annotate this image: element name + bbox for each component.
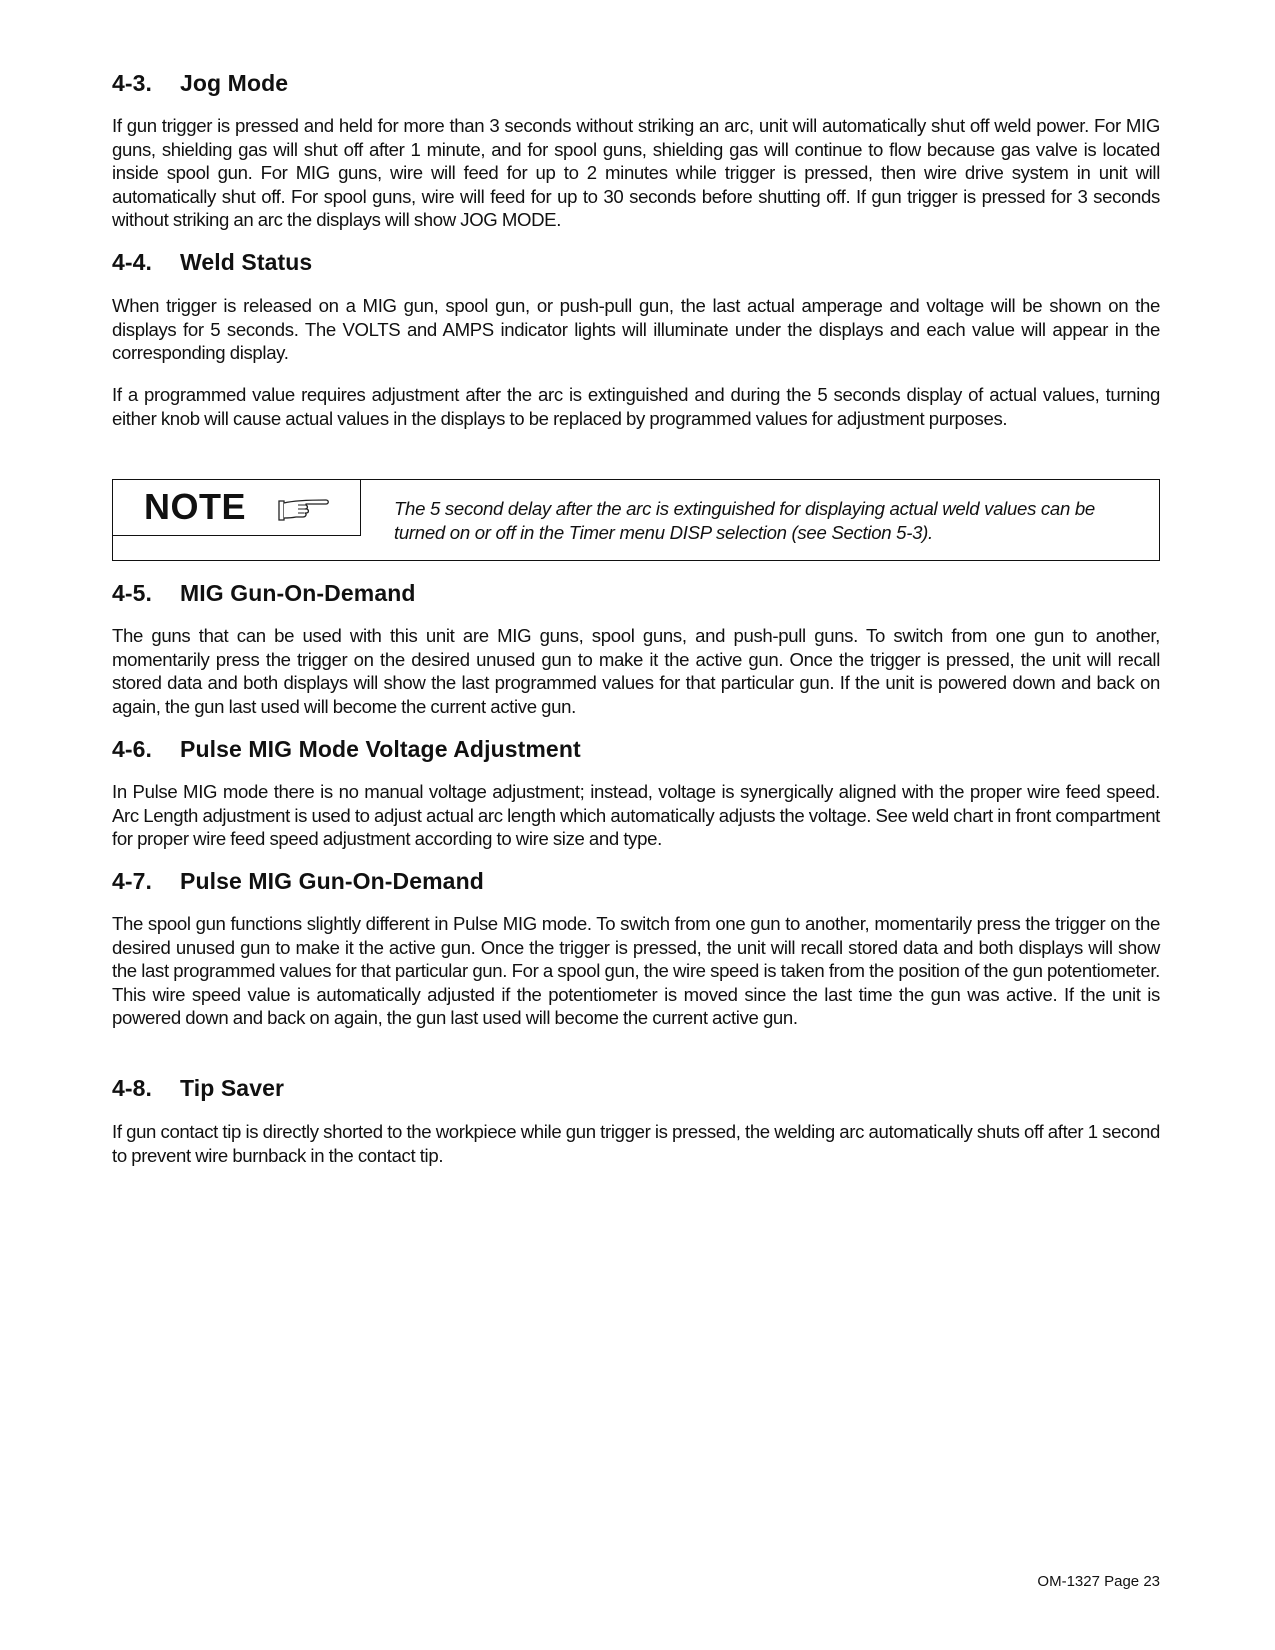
note-box: [112, 479, 1160, 561]
section-number: 4-3.: [112, 70, 153, 96]
page-footer: OM-1327 Page 23: [1037, 1573, 1160, 1590]
section-title: Tip Saver: [180, 1075, 285, 1101]
pointing-hand-icon: [276, 497, 330, 523]
section-heading-4-3: [112, 69, 288, 97]
section-number: 4-6.: [112, 736, 153, 762]
section-number: 4-7.: [112, 868, 153, 894]
section-title: Pulse MIG Gun-On-Demand: [180, 868, 484, 894]
section-number: 4-4.: [112, 249, 153, 275]
section-paragraph: If gun contact tip is directly shorted to the workpiece while gun trigger is pressed, the welding arc automatically shuts off after 1 second to prevent wire burnback in the contact tip.: [112, 1121, 1160, 1166]
section-title: Pulse MIG Mode Voltage Adjustment: [180, 736, 581, 762]
section-heading-4-6: [112, 735, 581, 763]
section-title: MIG Gun-On-Demand: [180, 580, 416, 606]
section-title: Weld Status: [180, 249, 313, 275]
section-number: 4-8.: [112, 1075, 153, 1101]
section-paragraph: If gun trigger is pressed and held for more than 3 seconds without striking an arc, unit will automatically shut off weld power. For MIG guns, shielding gas will shut off after 1 minute, and for spool guns, shielding gas will continue to flow because gas valve is located inside spool gun. For MIG guns, wire will feed for up to 2 minutes while trigger is pressed, then wire drive system in unit will automatically shut off. For spool guns, wire will feed for up to 30 seconds before shutting off. If gun trigger is pressed for 3 seconds without striking an arc the displays will show JOG MODE.: [112, 115, 1160, 231]
section-paragraph: If a programmed value requires adjustment after the arc is extinguished and during the 5 seconds display of actual values, turning either knob will cause actual values in the displays to be replaced by programmed values for adjustment purposes.: [112, 384, 1160, 429]
section-paragraph: When trigger is released on a MIG gun, spool gun, or push-pull gun, the last actual amperage and voltage will be shown on the displays for 5 seconds. The VOLTS and AMPS indicator lights will illuminate under the displays and each value will appear in the corresponding display.: [112, 295, 1160, 364]
note-label: NOTE: [144, 486, 247, 527]
section-paragraph: The spool gun functions slightly different in Pulse MIG mode. To switch from one gun to another, momentarily press the trigger on the desired unused gun to make it the active gun. Once the trigger is pressed, the unit will recall stored data and both displays will show the last programmed values for that particular gun. For a spool gun, the wire speed is taken from the position of the gun potentiometer. This wire speed value is automatically adjusted if the potentiometer is moved since the last time the gun was active. If the unit is powered down and back on again, the gun last used will become the current active gun.: [112, 913, 1160, 1029]
section-paragraph: The guns that can be used with this unit are MIG guns, spool guns, and push-pull guns. To switch from one gun to another, momentarily press the trigger on the desired unused gun to make it the active gun. Once the trigger is pressed, the unit will recall stored data and both displays will show the last programmed values for that particular gun. If the unit is powered down and back on again, the gun last used will become the current active gun.: [112, 625, 1160, 717]
section-title: Jog Mode: [180, 70, 289, 96]
note-text: The 5 second delay after the arc is extinguished for displaying actual weld values can be turned on or off in the Timer menu DISP selection (see Section 5-3).: [394, 498, 1095, 543]
section-heading-4-5: [112, 579, 416, 607]
section-heading-4-8: [112, 1074, 284, 1102]
section-paragraph: In Pulse MIG mode there is no manual voltage adjustment; instead, voltage is synergically aligned with the proper wire feed speed. Arc Length adjustment is used to adjust actual arc length which automatically adjusts the voltage. See weld chart in front compartment for proper wire feed speed adjustment according to wire size and type.: [112, 781, 1160, 850]
section-heading-4-4: [112, 248, 312, 276]
section-heading-4-7: [112, 867, 484, 895]
section-number: 4-5.: [112, 580, 153, 606]
note-label-cell: [113, 480, 361, 536]
